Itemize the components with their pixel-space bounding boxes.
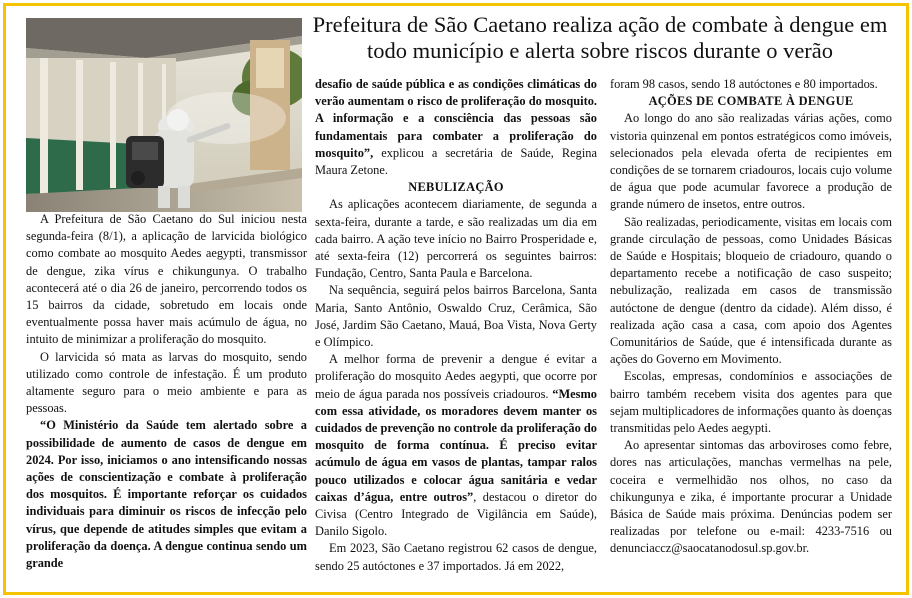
quote-text: “Mesmo com essa atividade, os moradores devem manter os cuidados de prevenção no controle da proliferação do mosquito de forma contínua. É preciso evitar acúmulo de água em vasos de plantas, tampar ralos pouco utilizados e colocar água sanitária e vedar caixas d’água, entre outros” [315,386,597,504]
article-headline: Prefeitura de São Caetano realiza ação de combate à dengue em todo município e alerta sobre riscos durante o verão [312,12,888,63]
quote-text: desafio de saúde pública e as condições climáticas do verão aumentam o risco de proliferação do mosquito. A informação e a consciência das pessoas são fundamentais para combater a proliferação do mosquito”, [315,77,597,160]
paragraph: Escolas, empresas, condomínios e associações de bairro também recebem visita dos agentes para que sejam multiplicadores de informações quanto às doenças transmitidas pelo Aedes aegypti. [610,369,892,436]
quote-text: “O Ministério da Saúde tem alertado sobre a possibilidade de aumento de casos de dengue em 2024. Por isso, iniciamos o ano intensificando nossas ações de conscientização e combate à proliferação dos mosquitos. É importante reforçar os cuidados individuais para diminuir os riscos de infecção pelo vírus, que depende de atitudes simples que evitam a proliferação da doença. A dengue continua sendo um grande [26,418,307,571]
section-heading-acoes: AÇÕES DE COMBATE À DENGUE [648,94,854,109]
agente-fumace-icon [26,18,302,212]
article-photo [26,18,302,212]
quote-continuation [315,76,597,179]
quote-paragraph [26,417,307,572]
section-heading-nebulizacao: NEBULIZAÇÃO [408,180,504,195]
paragraph: Ao longo do ano são realizadas várias ações, como vistoria quinzenal em pontos estratégicos como imóveis, selecionados pela elevada oferta de recipientes em condições de se tornarem criadouros, locais cujo volume de água que pode acumular favorece a produção de grande número de insetos, entre outros. [610,111,892,212]
paragraph: Na sequência, seguirá pelos bairros Barcelona, Santa Maria, Santo Antônio, Oswaldo Cruz, Cerâmica, São José, Jardim São Caetano, Mauá, Boa Vista, Nova Gerty e Olímpico. [315,283,597,350]
article-column-3 [610,76,892,558]
paragraph: São realizadas, periodicamente, visitas em locais com grande circulação de pessoas, como Unidades Básicas de Saúde e Hospitais; bloqueio de criadouro, quando o departamento recebe a notificação de caso suspeito; nebulização, realizada em casos de transmissão autóctone de dengue (dentro da cidade). Além disso, é realizada ação casa a casa, com apoio dos Agentes Comunitários de Saúde, que é intensificada durante as ações do Governo em Movimento. [610,214,892,367]
quote-attribution: , destacou o diretor do Civisa (Centro Integrado de Vigilância em Saúde), Danilo Sigolo. [315,489,597,539]
paragraph: Ao apresentar sintomas das arboviroses como febre, dores nas articulações, manchas vermelhas na pele, coceira e vermelhidão nos olhos, no caso da chikungunya e zika, é importante procurar a Unidade Básica de Saúde mais próxima. Denúncias podem ser realizadas por telefone ou e-mail: 4233-7516 ou denunciaccz@saocatanodosul.sp.gov.br. [610,438,892,556]
paragraph [315,351,597,540]
article-column-1 [26,211,307,572]
paragraph: A Prefeitura de São Caetano do Sul iniciou nesta segunda-feira (8/1), a aplicação de larvicida biológico como combate ao mosquito Aedes aegypti, transmissor de dengue, zika vírus e chikungunya. O trabalho acontecerá até o dia 26 de janeiro, percorrendo todos os 15 bairros da cidade, sobretudo em locais onde eventualmente possa haver mais acúmulo de água, no intuito de minimizar a proliferação do mosquito. [26,212,307,347]
paragraph: foram 98 casos, sendo 18 autóctones e 80 importados. [610,77,878,91]
paragraph: As aplicações acontecem diariamente, de segunda a sexta-feira, durante a tarde, e são realizadas um dia em cada bairro. A ação teve início no Bairro Prosperidade e, até sexta-feira (12) percorrerá os seguintes bairros: Fundação, Centro, Santa Paula e Barcelona. [315,197,597,281]
article-column-2 [315,76,597,575]
paragraph: Em 2023, São Caetano registrou 62 casos de dengue, sendo 25 autóctones e 37 importados. Já em 2022, [315,541,597,573]
paragraph-text: A melhor forma de prevenir a dengue é evitar a proliferação do mosquito Aedes aegypti, que ocorre por meio de água parada nos possíveis criadouros. [315,352,597,401]
article-frame [3,3,909,595]
paragraph: O larvicida só mata as larvas do mosquito, sendo utilizado como controle de infestação. É um produto altamente seguro para o meio ambiente e para as pessoas. [26,349,307,416]
quote-attribution: explicou a secretária de Saúde, Regina Maura Zetone. [315,145,597,178]
